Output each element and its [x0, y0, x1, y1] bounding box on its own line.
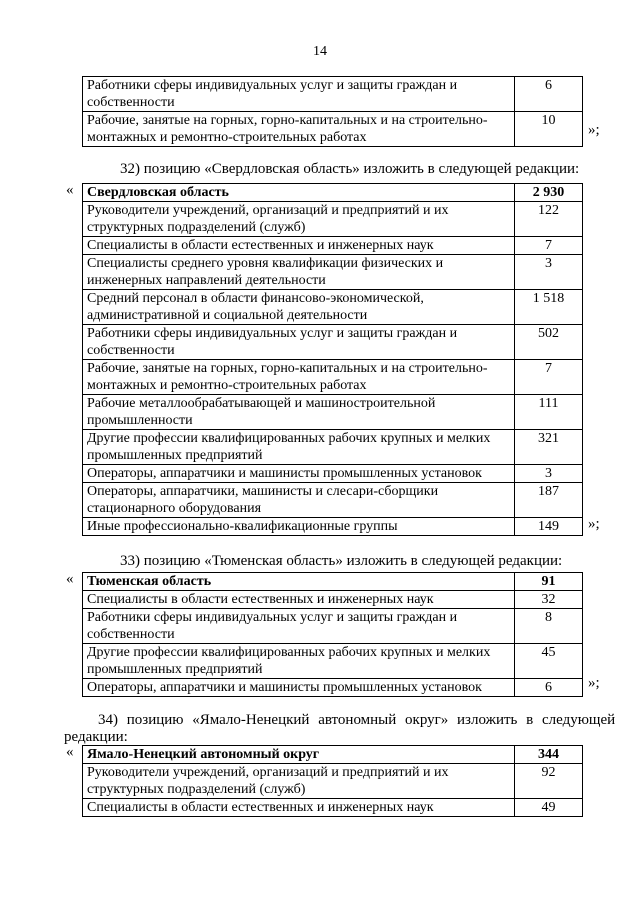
- row-label: Операторы, аппаратчики и машинисты промышленных установок: [83, 679, 515, 697]
- row-label: Рабочие металлообрабатывающей и машиностроительной промышленности: [83, 395, 515, 430]
- row-value: 49: [515, 799, 583, 817]
- table-row: [83, 518, 583, 536]
- opening-quote: «: [66, 571, 74, 587]
- row-value: 321: [515, 430, 583, 465]
- row-label: Специалисты в области естественных и инженерных наук: [83, 799, 515, 817]
- row-label: Другие профессии квалифицированных рабочих крупных и мелких промышленных предприятий: [83, 430, 515, 465]
- row-label: Работники сферы индивидуальных услуг и защиты граждан и собственности: [83, 77, 515, 112]
- opening-quote: «: [66, 744, 74, 760]
- table-row: [83, 77, 583, 112]
- row-label: Рабочие, занятые на горных, горно-капитальных и на строительно-монтажных и ремонтно-строительных работах: [83, 360, 515, 395]
- table-sverdlovsk: [82, 183, 583, 536]
- region-total: 2 930: [515, 184, 583, 202]
- table-row: [83, 237, 583, 255]
- closing-quote: »;: [588, 675, 600, 691]
- row-label: Работники сферы индивидуальных услуг и защиты граждан и собственности: [83, 609, 515, 644]
- table-header-row: [83, 184, 583, 202]
- table-row: [83, 202, 583, 237]
- row-label: Руководители учреждений, организаций и предприятий и их структурных подразделений (служб): [83, 202, 515, 237]
- row-label: Рабочие, занятые на горных, горно-капитальных и на строительно-монтажных и ремонтно-строительных работах: [83, 112, 515, 147]
- closing-quote: »;: [588, 122, 600, 138]
- table-row: [83, 395, 583, 430]
- table-continued: [82, 76, 583, 147]
- region-name: Ямало-Ненецкий автономный округ: [83, 746, 515, 764]
- row-value: 32: [515, 591, 583, 609]
- table-row: [83, 325, 583, 360]
- table-row: [83, 644, 583, 679]
- paragraph-32: 32) позицию «Свердловская область» изложить в следующей редакции:: [120, 161, 580, 177]
- row-value: 111: [515, 395, 583, 430]
- opening-quote: «: [66, 182, 74, 198]
- table-row: [83, 609, 583, 644]
- region-name: Свердловская область: [83, 184, 515, 202]
- paragraph-34-line1: 34) позицию «Ямало-Ненецкий автономный округ» изложить в следующей: [98, 712, 616, 728]
- row-value: 7: [515, 237, 583, 255]
- page-number: 14: [313, 44, 327, 59]
- row-value: 10: [515, 112, 583, 147]
- row-value: 187: [515, 483, 583, 518]
- paragraph-33: 33) позицию «Тюменская область» изложить в следующей редакции:: [120, 553, 563, 569]
- table-header-row: [83, 573, 583, 591]
- row-label: Средний персонал в области финансово-экономической, административной и социальной деятельности: [83, 290, 515, 325]
- table-row: [83, 799, 583, 817]
- row-label: Работники сферы индивидуальных услуг и защиты граждан и собственности: [83, 325, 515, 360]
- table-row: [83, 591, 583, 609]
- table-tyumen: [82, 572, 583, 697]
- table-row: [83, 679, 583, 697]
- table-header-row: [83, 746, 583, 764]
- row-value: 7: [515, 360, 583, 395]
- table-row: [83, 255, 583, 290]
- closing-quote: »;: [588, 516, 600, 532]
- row-value: 6: [515, 679, 583, 697]
- row-label: Другие профессии квалифицированных рабочих крупных и мелких промышленных предприятий: [83, 644, 515, 679]
- row-value: 122: [515, 202, 583, 237]
- row-value: 6: [515, 77, 583, 112]
- row-value: 45: [515, 644, 583, 679]
- table-row: [83, 360, 583, 395]
- region-total: 91: [515, 573, 583, 591]
- table-row: [83, 483, 583, 518]
- table-row: [83, 112, 583, 147]
- table-row: [83, 430, 583, 465]
- row-value: 149: [515, 518, 583, 536]
- row-label: Иные профессионально-квалификационные группы: [83, 518, 515, 536]
- row-label: Специалисты в области естественных и инженерных наук: [83, 237, 515, 255]
- table-row: [83, 290, 583, 325]
- row-value: 3: [515, 255, 583, 290]
- region-total: 344: [515, 746, 583, 764]
- row-label: Операторы, аппаратчики, машинисты и слесари-сборщики стационарного оборудования: [83, 483, 515, 518]
- row-label: Специалисты среднего уровня квалификации физических и инженерных направлений деятельности: [83, 255, 515, 290]
- row-value: 502: [515, 325, 583, 360]
- table-yamal: [82, 745, 583, 817]
- row-value: 8: [515, 609, 583, 644]
- table-row: [83, 465, 583, 483]
- region-name: Тюменская область: [83, 573, 515, 591]
- row-label: Руководители учреждений, организаций и предприятий и их структурных подразделений (служб): [83, 764, 515, 799]
- row-value: 1 518: [515, 290, 583, 325]
- row-label: Специалисты в области естественных и инженерных наук: [83, 591, 515, 609]
- row-value: 92: [515, 764, 583, 799]
- row-value: 3: [515, 465, 583, 483]
- paragraph-34-line2: редакции:: [64, 729, 128, 745]
- table-row: [83, 764, 583, 799]
- row-label: Операторы, аппаратчики и машинисты промышленных установок: [83, 465, 515, 483]
